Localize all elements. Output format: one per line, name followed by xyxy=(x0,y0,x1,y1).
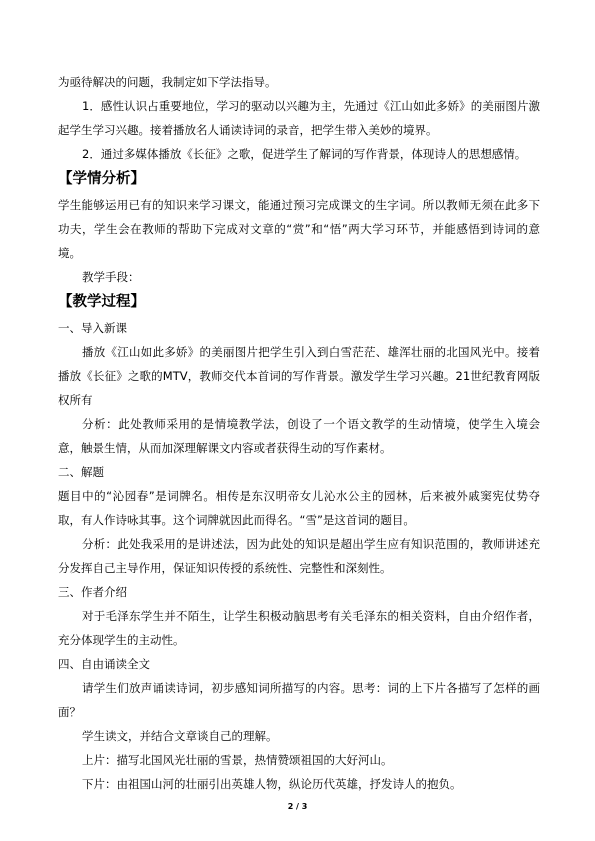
section-title-intro: 一、导入新课 xyxy=(58,321,127,335)
paragraph-intro: 为亟待解决的问题，我制定如下学法指导。 xyxy=(58,75,277,89)
paragraph-student-reading: 学生读文，并结合文章谈自己的理解。 xyxy=(82,729,278,743)
page-number: 2 / 3 xyxy=(287,802,308,811)
section-title-author: 三、作者介绍 xyxy=(58,585,127,599)
heading-student-analysis: 【学情分析】 xyxy=(58,171,145,187)
paragraph-lower-part: 下片：由祖国山河的壮丽引出英雄人物，纵论历代英雄，抒发诗人的抱负。 xyxy=(82,777,462,791)
paragraph-teaching-means: 教学手段： xyxy=(82,270,140,284)
heading-teaching-process: 【教学过程】 xyxy=(58,294,145,310)
paragraph-author: 对于毛泽东学生并不陌生，让学生积极动脑思考有关毛泽东的相关资料，自由介绍作者，充分体现学生的主动性。 xyxy=(58,609,540,647)
paragraph-upper-part: 上片：描写北国风光壮丽的雪景，热情赞颂祖国的大好河山。 xyxy=(82,753,393,767)
paragraph-method-1: 1．感性认识占重要地位，学习的驱动以兴趣为主，先通过《江山如此多娇》的美丽图片激起学生学习兴趣。接着播放名人诵读诗词的录音，把学生带入美妙的境界。 xyxy=(58,99,540,137)
paragraph-method-2: 2．通过多媒体播放《长征》之歌，促进学生了解词的写作背景，体现诗人的思想感情。 xyxy=(82,147,527,161)
paragraph-intro-analysis: 分析：此处教师采用的是情境教学法，创设了一个语文教学的生动情境，使学生入境会意，触景生情，从而加深理解课文内容或者获得生动的写作素材。 xyxy=(58,417,540,455)
section-title-title-explain: 二、解题 xyxy=(58,465,104,479)
paragraph-intro-lesson: 播放《江山如此多娇》的美丽图片把学生引入到白雪茫茫、雄浑壮丽的北国风光中。接着播放《长征》之歌的MTV，教师交代本首词的写作背景。激发学生学习兴趣。21世纪教育网版权所有 xyxy=(58,345,540,407)
paragraph-student-analysis: 学生能够运用已有的知识来学习课文，能通过预习完成课文的生字词。所以教师无须在此多下功夫，学生会在教师的帮助下完成对文章的“赏”和“悟”两大学习环节，并能感悟到诗词的意境。 xyxy=(58,198,540,260)
paragraph-title-analysis: 分析：此处我采用的是讲述法，因为此处的知识是超出学生应有知识范围的，教师讲述充分发挥自己主导作用，保证知识传授的系统性、完整性和深刻性。 xyxy=(58,537,540,575)
section-title-reading: 四、自由诵读全文 xyxy=(58,657,150,671)
paragraph-title-explain: 题目中的“沁园春”是词牌名。相传是东汉明帝女儿沁水公主的园林，后来被外戚窦宪仗势夺取，有人作诗咏其事。这个词牌就因此而得名。“雪”是这首词的题目。 xyxy=(58,489,540,527)
paragraph-reading: 请学生们放声诵读诗词，初步感知词所描写的内容。思考：词的上下片各描写了怎样的画面？ xyxy=(58,681,540,719)
document-body xyxy=(58,70,540,796)
